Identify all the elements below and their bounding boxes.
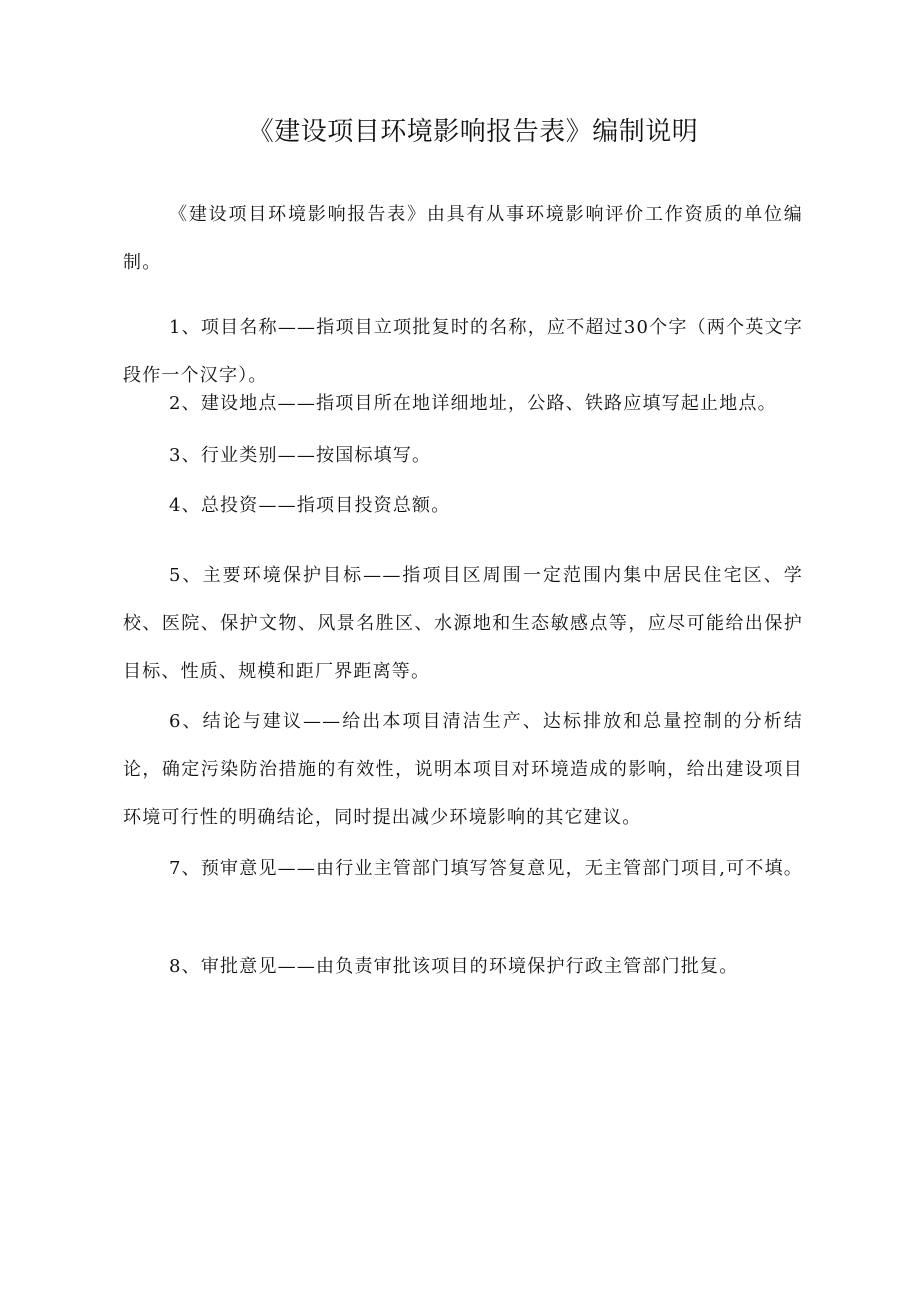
item-preliminary-review: 7、预审意见——由行业主管部门填写答复意见，无主管部门项目,可不填。 xyxy=(169,858,803,879)
item-approval-opinion: 8、审批意见——由负责审批该项目的环境保护行政主管部门批复。 xyxy=(169,956,739,977)
item-project-name: 1、项目名称——指项目立项批复时的名称，应不超过30个字（两个英文字段作一个汉字）。 xyxy=(123,317,803,386)
item-construction-site: 2、建设地点——指项目所在地详细地址，公路、铁路应填写起止地点。 xyxy=(169,393,777,414)
item-protection-targets: 5、主要环境保护目标——指项目区周围一定范围内集中居民住宅区、学校、医院、保护文物、风景名胜区、水源地和生态敏感点等，应尽可能给出保护目标、性质、规模和距厂界距离等。 xyxy=(123,565,803,682)
document-title: 《建设项目环境影响报告表》编制说明 xyxy=(247,117,699,147)
item-conclusions: 6、结论与建议——给出本项目清洁生产、达标排放和总量控制的分析结论，确定污染防治措施的有效性，说明本项目对环境造成的影响，给出建设项目环境可行性的明确结论，同时提出减少环境影响的其它建议。 xyxy=(123,711,803,828)
item-industry-category: 3、行业类别——按国标填写。 xyxy=(169,445,432,466)
item-total-investment: 4、总投资——指项目投资总额。 xyxy=(169,495,451,516)
intro-paragraph: 《建设项目环境影响报告表》由具有从事环境影响评价工作资质的单位编制。 xyxy=(123,204,803,273)
